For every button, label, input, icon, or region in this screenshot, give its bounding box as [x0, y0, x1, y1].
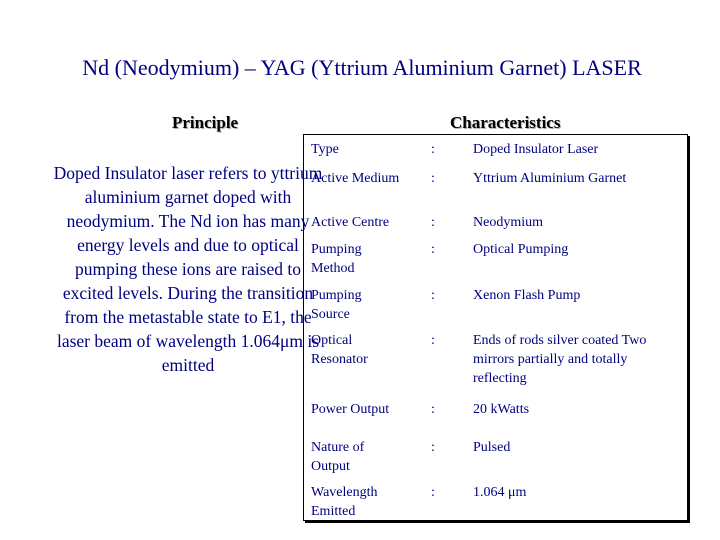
- row-value: Ends of rods silver coated Two mirrors partially and totally reflecting: [473, 333, 647, 386]
- row-label: Nature of Output: [311, 440, 365, 474]
- row-value: Doped Insulator Laser: [473, 142, 599, 157]
- row-label: Pumping Source: [311, 288, 362, 322]
- row-separator: :: [431, 242, 435, 257]
- row-separator: :: [431, 485, 435, 500]
- row-separator: :: [431, 142, 435, 157]
- row-separator: :: [431, 215, 435, 230]
- row-label: Type: [311, 142, 339, 157]
- row-value: Yttrium Aluminium Garnet: [473, 171, 627, 186]
- principle-text: Doped Insulator laser refers to yttrium aluminium garnet doped with neodymium. The Nd ion has many energy levels and due to optical pumping these ions are raised to excited levels. During the transition from the metastable state to E1, the laser beam of wavelength 1.064μm is emitted: [53, 163, 323, 375]
- page-title: Nd (Neodymium) – YAG (Yttrium Aluminium Garnet) LASER: [82, 55, 642, 80]
- row-value: 1.064 μm: [473, 485, 527, 500]
- row-label: Active Centre: [311, 215, 390, 230]
- row-label: Power Output: [311, 402, 390, 417]
- characteristics-heading: Characteristics: [450, 113, 561, 132]
- row-separator: :: [431, 402, 435, 417]
- row-separator: :: [431, 288, 435, 303]
- row-value: Neodymium: [473, 215, 543, 230]
- row-label: Wavelength Emitted: [311, 485, 378, 519]
- row-separator: :: [431, 440, 435, 455]
- principle-heading: Principle: [172, 113, 239, 132]
- characteristics-table: [303, 134, 688, 521]
- row-separator: :: [431, 333, 435, 348]
- row-value: Pulsed: [473, 440, 511, 455]
- row-value: Xenon Flash Pump: [473, 288, 581, 303]
- row-label: Pumping Method: [311, 242, 362, 276]
- row-separator: :: [431, 171, 435, 186]
- row-value: Optical Pumping: [473, 242, 569, 257]
- row-value: 20 kWatts: [473, 402, 530, 417]
- row-label: Optical Resonator: [311, 333, 368, 367]
- row-label: Active Medium: [311, 171, 400, 186]
